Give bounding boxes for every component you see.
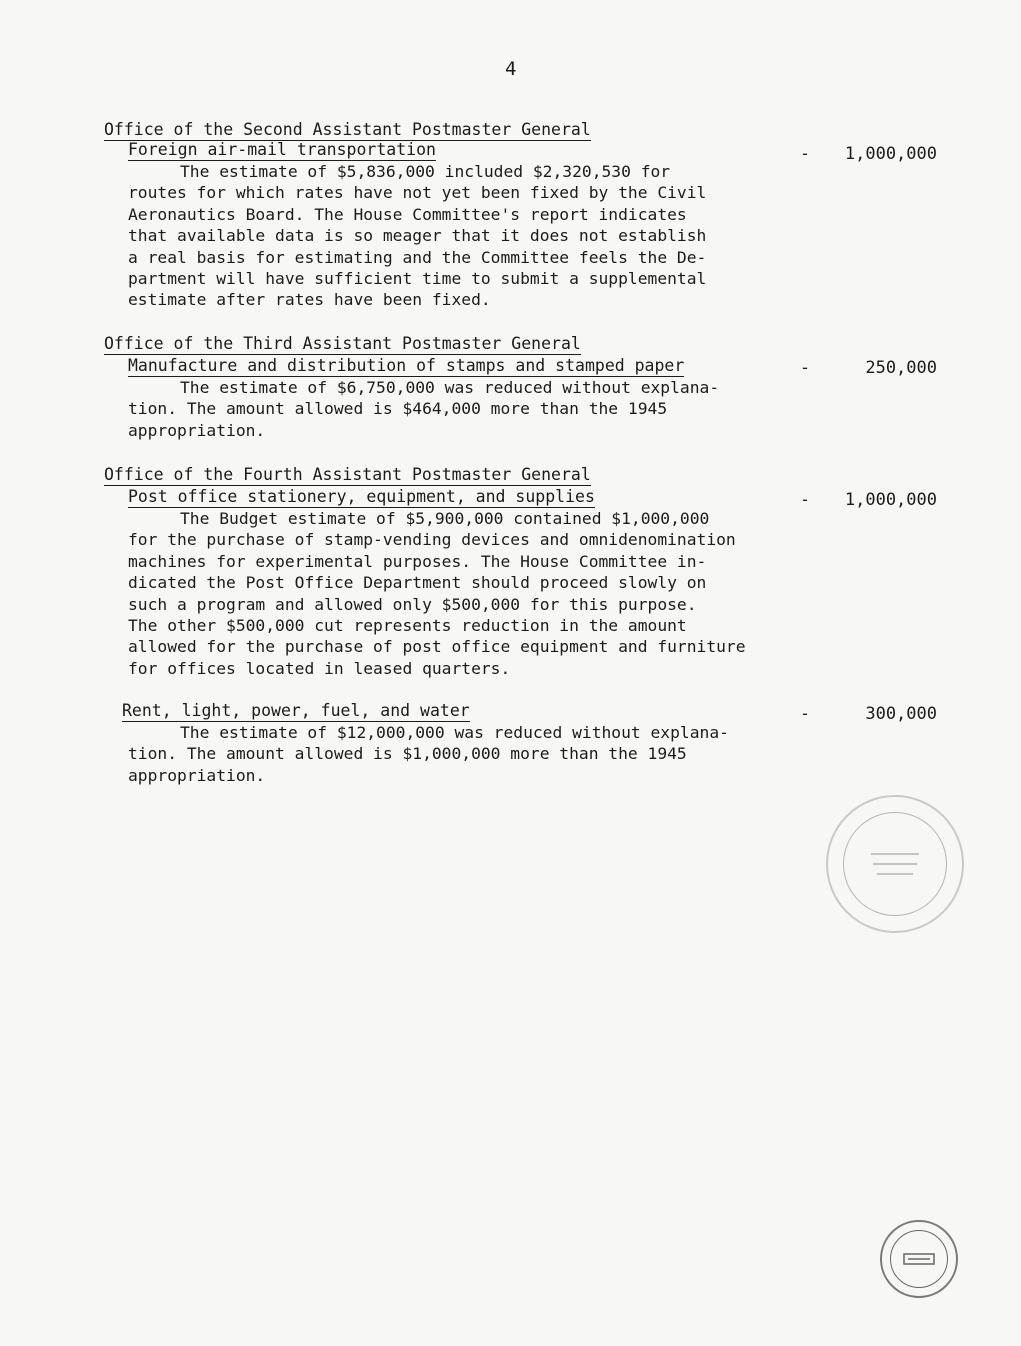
body-line: partment will have sufficient time to submit a supplemental — [128, 269, 707, 289]
section-subheading: Post office stationery, equipment, and supplies — [128, 487, 595, 506]
body-line: tion. The amount allowed is $1,000,000 more than the 1945 — [128, 744, 687, 764]
section-body — [128, 508, 808, 679]
body-line: such a program and allowed only $500,000 for this purpose. — [128, 594, 697, 614]
section-heading: Office of the Second Assistant Postmaster General — [104, 120, 591, 139]
amount-dash: - — [800, 704, 810, 723]
library-stamp-inner-ring — [890, 1230, 948, 1288]
amount-value: 1,000,000 — [844, 490, 937, 510]
library-stamp-small — [880, 1220, 958, 1298]
body-line: allowed for the purchase of post office equipment and furniture — [128, 637, 746, 657]
amount-value: 250,000 — [865, 358, 937, 378]
amount-dash: - — [800, 144, 810, 163]
section-subheading: Foreign air-mail transportation — [128, 140, 436, 159]
amount-dash: - — [800, 490, 810, 509]
body-line: for offices located in leased quarters. — [128, 658, 511, 678]
body-line: The Budget estimate of $5,900,000 contained $1,000,000 — [180, 509, 710, 528]
amount-dash: - — [800, 358, 810, 377]
stamp-seal-icon — [865, 844, 925, 884]
body-line: that available data is so meager that it does not establish — [128, 226, 707, 246]
body-line: routes for which rates have not yet been fixed by the Civil — [128, 183, 707, 203]
body-line: appropriation. — [128, 420, 266, 440]
amount-value: 300,000 — [865, 704, 937, 724]
section-body — [128, 377, 808, 441]
nara-seal-icon — [902, 1250, 936, 1268]
section-heading: Office of the Third Assistant Postmaster General — [104, 334, 581, 353]
body-line: estimate after rates have been fixed. — [128, 290, 491, 310]
body-line: for the purchase of stamp-vending devices and omnidenomination — [128, 530, 736, 550]
section-heading: Office of the Fourth Assistant Postmaster General — [104, 465, 591, 484]
body-line: appropriation. — [128, 765, 266, 785]
body-line: dicated the Post Office Department should proceed slowly on — [128, 573, 707, 593]
body-line: Aeronautics Board. The House Committee's report indicates — [128, 204, 687, 224]
body-line: a real basis for estimating and the Committee feels the De- — [128, 247, 707, 267]
section-body — [128, 161, 808, 311]
section-body — [128, 722, 808, 786]
page-number: 4 — [505, 58, 517, 80]
library-stamp-large — [826, 795, 964, 933]
body-line: tion. The amount allowed is $464,000 more than the 1945 — [128, 399, 668, 419]
section-subheading: Rent, light, power, fuel, and water — [122, 701, 470, 720]
body-line: The estimate of $5,836,000 included $2,320,530 for — [180, 162, 671, 181]
body-line: The estimate of $6,750,000 was reduced without explana- — [180, 378, 720, 397]
body-line: machines for experimental purposes. The House Committee in- — [128, 551, 707, 571]
body-line: The estimate of $12,000,000 was reduced without explana- — [180, 723, 729, 742]
section-subheading: Manufacture and distribution of stamps and stamped paper — [128, 356, 685, 375]
amount-value: 1,000,000 — [844, 144, 937, 164]
body-line: The other $500,000 cut represents reduction in the amount — [128, 616, 687, 636]
library-stamp-inner-ring — [843, 812, 947, 916]
